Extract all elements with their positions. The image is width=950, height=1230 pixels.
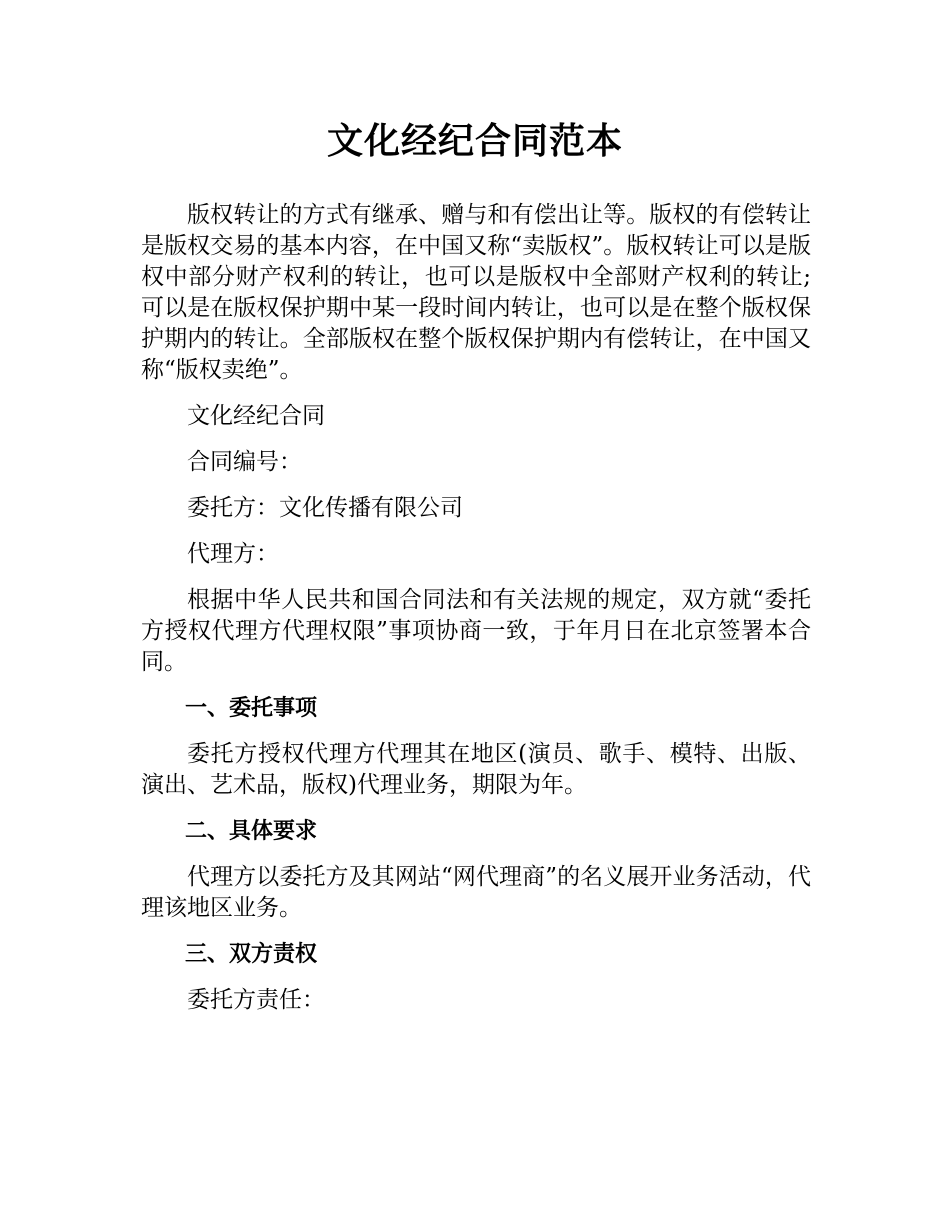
contract-name: 文化经纪合同 <box>187 403 325 429</box>
client-responsibility-label: 委托方责任： <box>187 987 325 1013</box>
client-party-line: 委托方：文化传播有限公司 <box>187 495 463 521</box>
section-heading-1: 一、委托事项 <box>185 696 318 721</box>
section-heading-2: 二、具体要求 <box>185 819 318 844</box>
section-1-paragraph: 委托方授权代理方代理其在地区(演员、歌手、模特、出版、演出、艺术品，版权)代理业务，期限为年。 <box>141 741 811 798</box>
section-2-paragraph: 代理方以委托方及其网站“网代理商”的名义展开业务活动，代理该地区业务。 <box>141 864 811 921</box>
preamble-paragraph: 根据中华人民共和国合同法和有关法规的规定，双方就“委托方授权代理方代理权限”事项协商一致，于年月日在北京签署本合同。 <box>141 587 811 675</box>
agent-party-line: 代理方： <box>187 541 279 567</box>
document-title: 文化经纪合同范本 <box>326 121 623 162</box>
document-body <box>141 200 811 1031</box>
section-heading-3: 三、双方责权 <box>185 942 318 967</box>
contract-number-label: 合同编号： <box>187 449 302 475</box>
intro-paragraph: 版权转让的方式有继承、赠与和有偿出让等。版权的有偿转让是版权交易的基本内容，在中国又称“卖版权”。版权转让可以是版权中部分财产权利的转让，也可以是版权中全部财产权利的转让;可以是在版权保护期中某一段时间内转让，也可以是在整个版权保护期内的转让。全部版权在整个版权保护期内有偿转让，在中国又称“版权卖绝”。 <box>141 202 811 383</box>
